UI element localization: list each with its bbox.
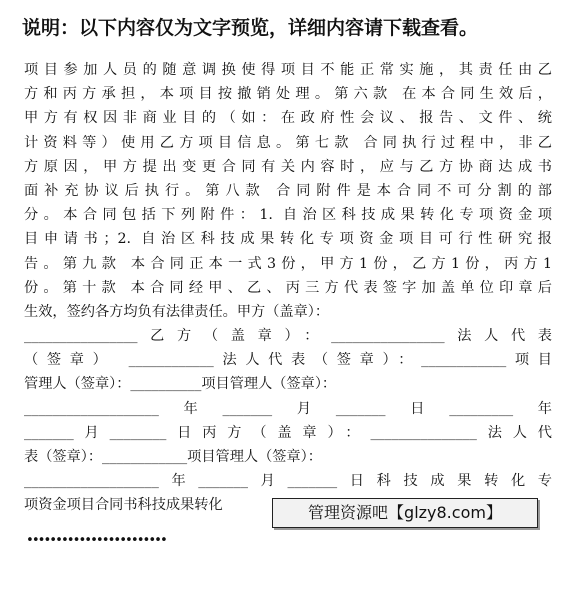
body-line: 份。第十款 本合同经甲、乙、丙三方代表签字加盖单位印章后 [24,279,552,296]
body-line: 告。第九款 本合同正本一式3份，甲方1份，乙方1份，丙方1 [24,255,552,272]
body-line: ___________________年_______月_______日科技成果转化专 [24,473,552,490]
site-watermark-badge: 管理资源吧【glzy8.com】 [272,498,538,528]
body-line: 生效，签约各方均负有法律责任。甲方（盖章）： [24,303,330,320]
body-line: ___________________年_______月_______日_________年 [24,400,552,417]
body-line: 项目参加人员的随意调换使得项目不能正常实施，其责任由乙 [24,62,552,78]
body-line: 表（签章）：____________项目管理人（签章）： [24,449,322,465]
body-line: 面补充协议后执行。第八款 合同附件是本合同不可分割的部 [24,182,552,199]
body-line: 方和丙方承担，本项目按撤销处理。第六款 在本合同生效后， [24,86,552,103]
body-line: ________________乙方（盖章）：________________法人代表 [24,328,552,345]
body-line: 管理人（签章）：__________项目管理人（签章）： [24,376,337,393]
body-line: （签章） ____________法人代表（签章）：____________项目 [24,352,552,369]
body-line: 甲方有权因非商业目的（如：在政府性会议、报告、文件、统 [24,110,552,127]
body-line: 分。本合同包括下列附件：1. 自治区科技成果转化专项资金项 [24,207,552,224]
body-line: _______月________日丙方（盖章）：_______________法人代 [24,424,552,441]
body-line: 计资料等）使用乙方项目信息。第七款 合同执行过程中，非乙 [24,134,552,151]
body-line: 项资金项目合同书科技成果转化 [24,497,223,514]
body-line: 方原因，甲方提出变更合同有关内容时，应与乙方协商达成书 [24,158,552,175]
preview-notice: 说明：以下内容仅为文字预览，详细内容请下载查看。 [22,17,479,39]
continuation-dots: •••••••••••••••••••••••• [26,533,166,548]
body-line: 目申请书；2. 自治区科技成果转化专项资金项目可行性研究报 [24,231,552,248]
document-body [24,58,552,518]
